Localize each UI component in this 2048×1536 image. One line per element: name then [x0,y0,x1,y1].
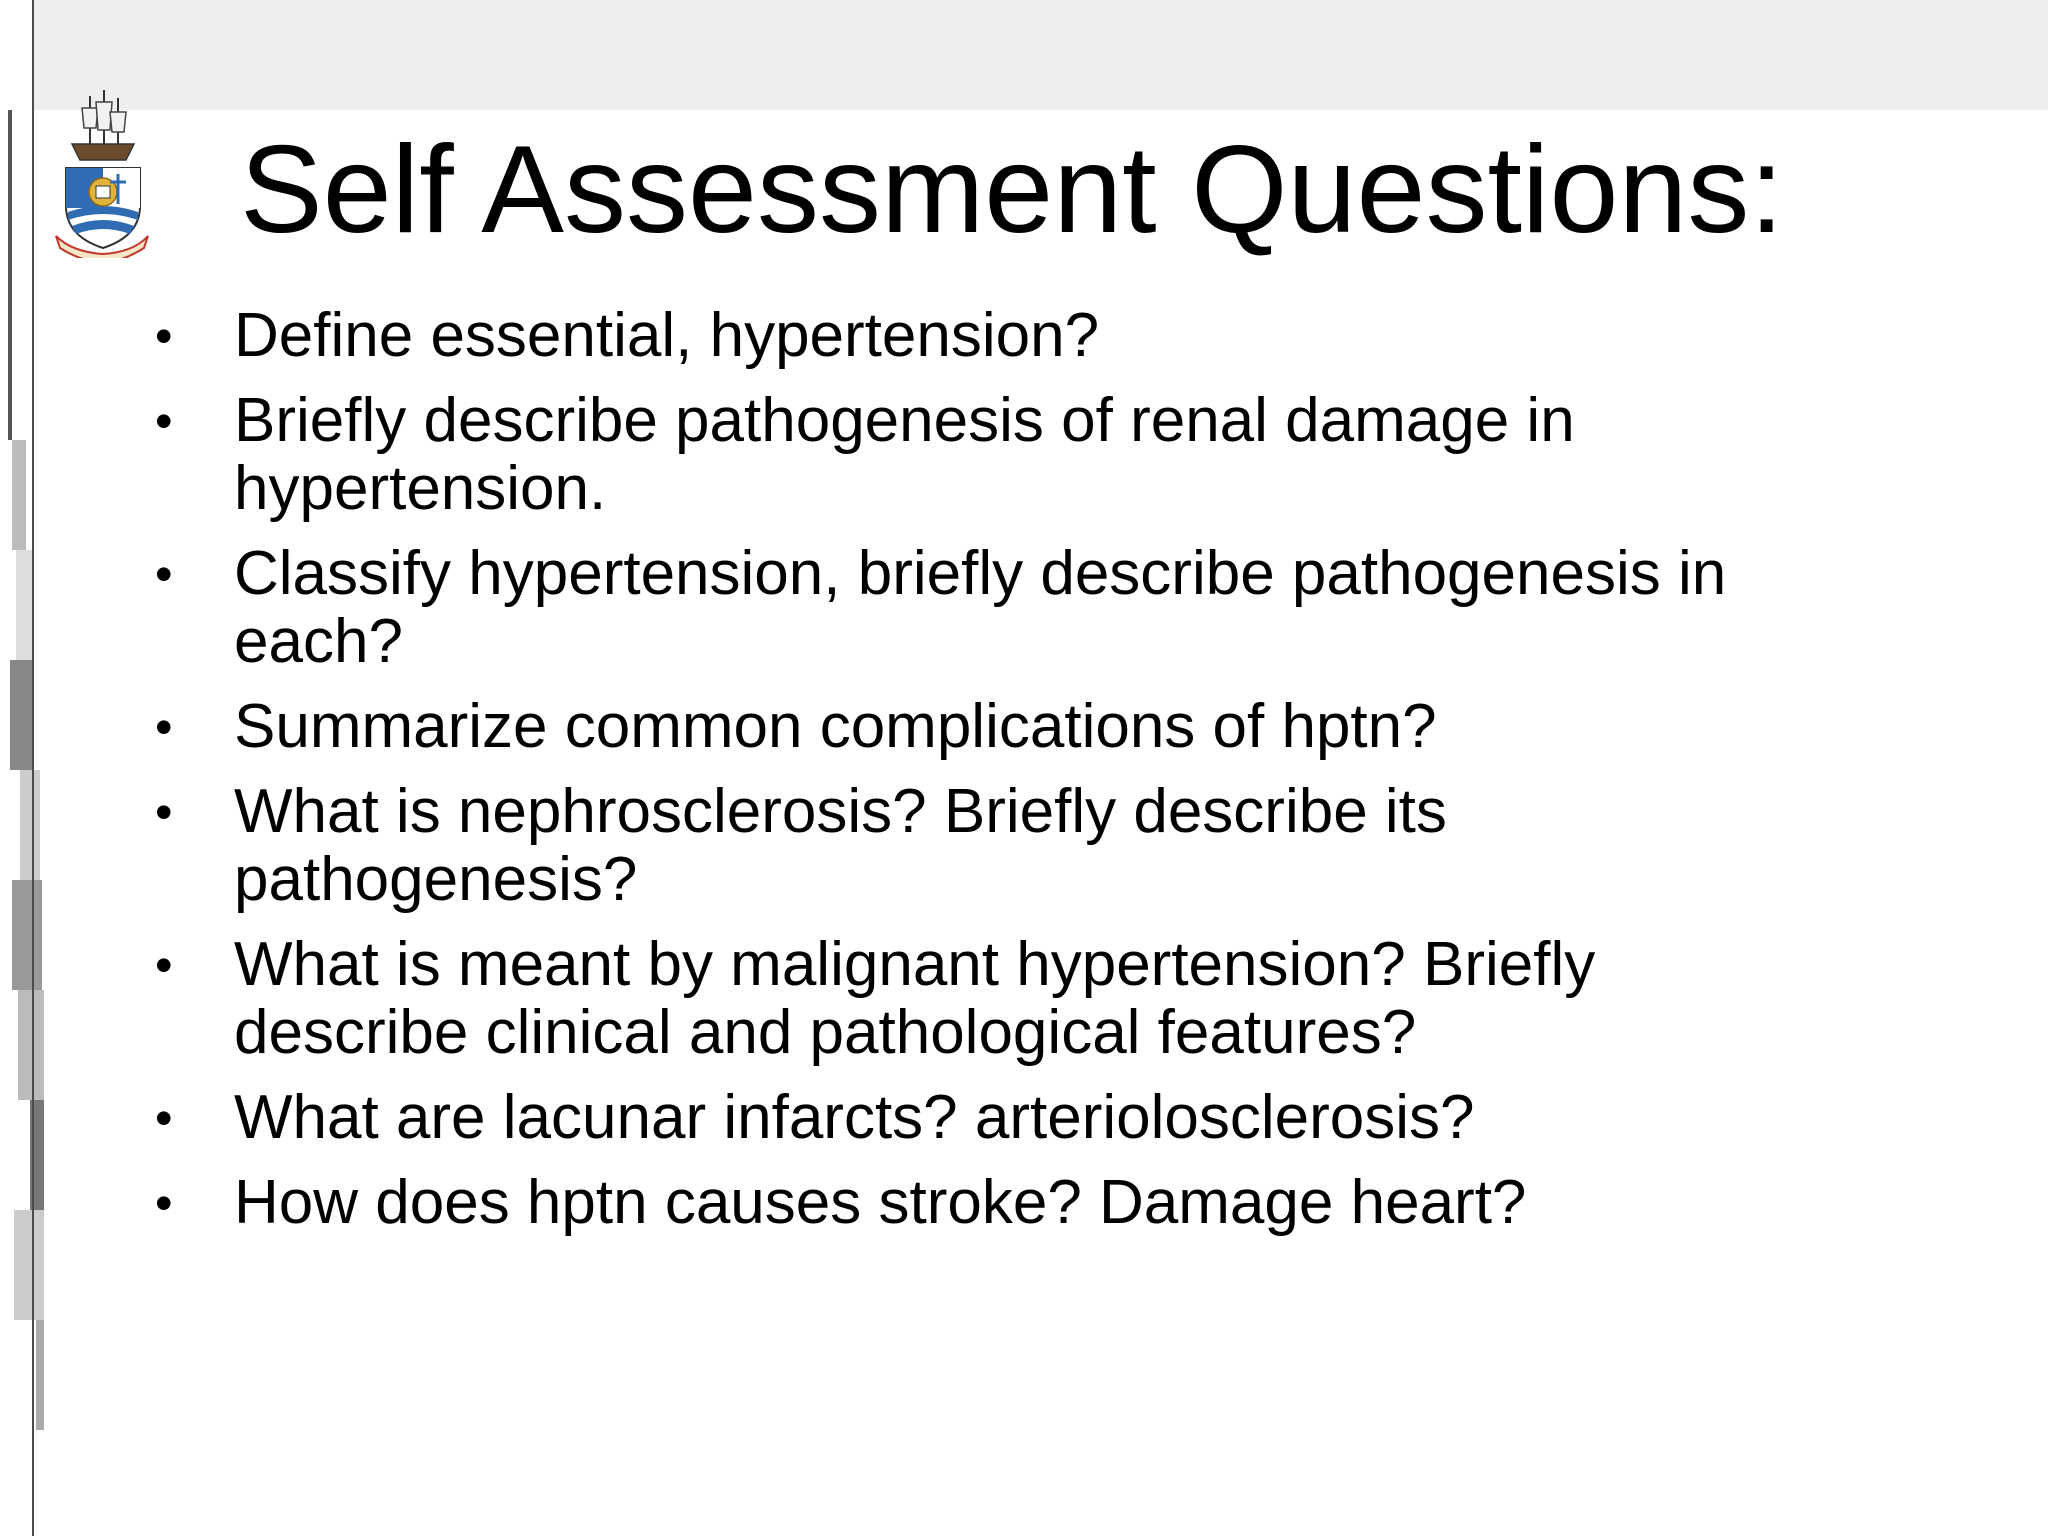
question-list [150,302,2010,1254]
university-crest-icon [52,86,152,258]
left-vertical-rule [32,0,34,1536]
question-text-line: What is meant by malignant hypertension? Briefly [234,930,1596,999]
header-band [34,0,2048,110]
bullet-icon: • [155,393,173,449]
question-text-line: Summarize common complications of hptn? [234,692,1437,761]
question-item [150,540,2010,676]
question-item [150,1084,2010,1152]
question-item [150,693,2010,761]
question-text-line: Briefly describe pathogenesis of renal damage in [234,386,1575,455]
question-item [150,778,2010,914]
question-item [150,387,2010,523]
bullet-icon: • [155,308,173,364]
question-text-line: each? [234,607,403,676]
question-item [150,1169,2010,1237]
question-text-line: pathogenesis? [234,845,638,914]
bullet-icon: • [155,1175,173,1231]
bullet-icon: • [155,1090,173,1146]
bullet-icon: • [155,699,173,755]
question-item [150,302,2010,370]
bullet-icon: • [155,937,173,993]
question-text-line: How does hptn causes stroke? Damage heart? [234,1168,1527,1237]
bullet-icon: • [155,546,173,602]
question-text-line: hypertension. [234,454,607,523]
slide-title: Self Assessment Questions: [240,121,1784,259]
question-text-line: describe clinical and pathological features? [234,998,1417,1067]
bullet-icon: • [155,784,173,840]
question-text-line: What are lacunar infarcts? arteriolosclerosis? [234,1083,1475,1152]
question-text-line: What is nephrosclerosis? Briefly describe its [234,777,1447,846]
question-item [150,931,2010,1067]
question-text-line: Define essential, hypertension? [234,301,1100,370]
question-text-line: Classify hypertension, briefly describe pathogenesis in [234,539,1727,608]
left-decoration-strips [0,0,60,1536]
